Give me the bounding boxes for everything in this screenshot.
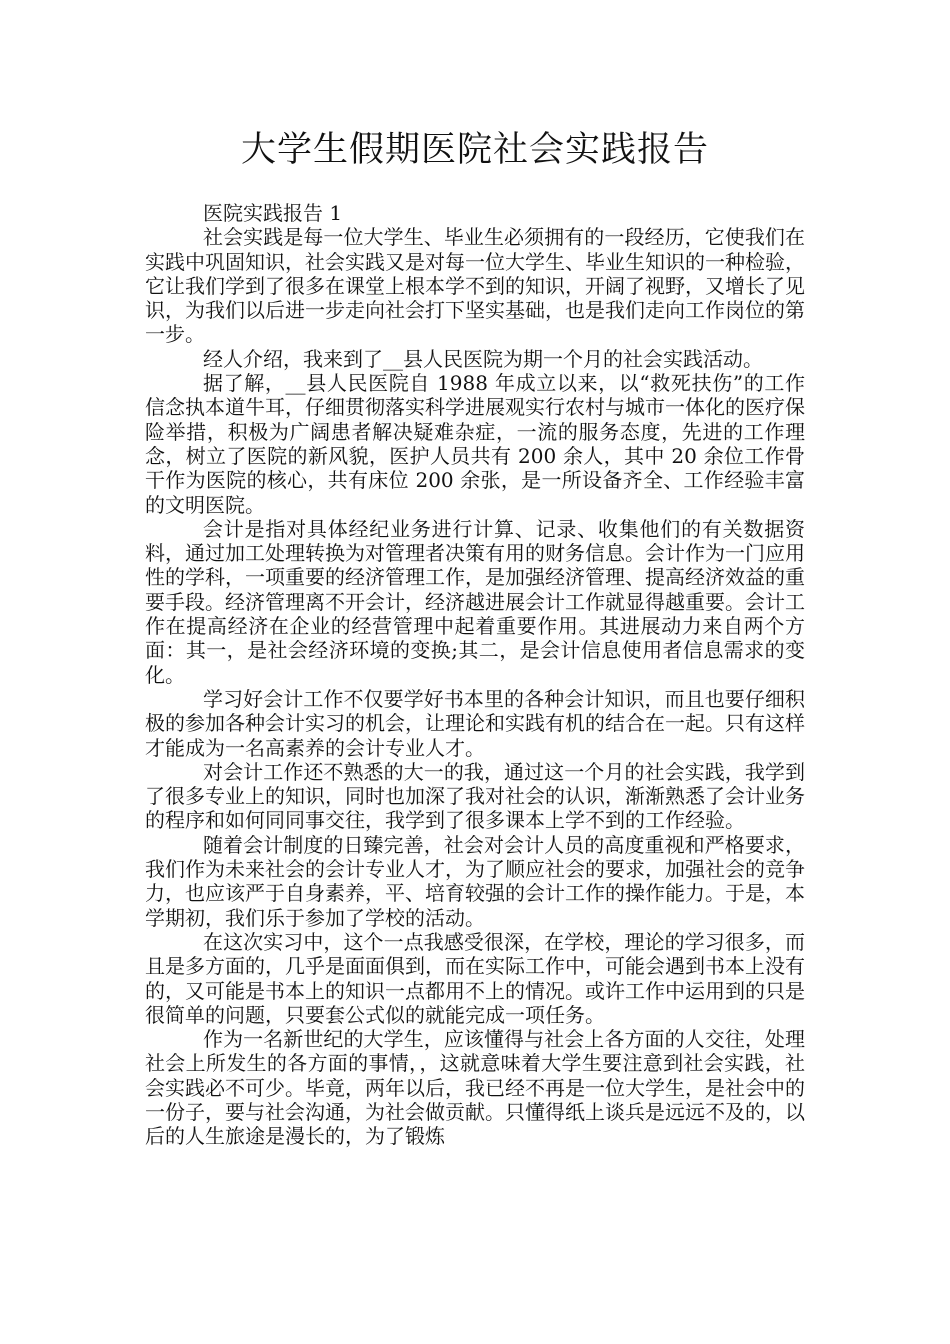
paragraph: 在这次实习中，这个一点我感受很深，在学校，理论的学习很多，而且是多方面的，几乎是面面俱到，而在实际工作中，可能会遇到书本上没有的，又可能是书本上的知识一点都用不上的情况。或许工作中运用到的只是很简单的问题，只要套公式似的就能完成一项任务。 [145, 929, 805, 1027]
section-heading: 医院实践报告 1 [203, 201, 343, 225]
paragraph: 作为一名新世纪的大学生，应该懂得与社会上各方面的人交往，处理社会上所发生的各方面的事情，，这就意味着大学生要注意到社会实践，社会实践必不可少。毕竟，两年以后，我已经不再是一位大学生，是社会中的一份子，要与社会沟通，为社会做贡献。只懂得纸上谈兵是远远不及的，以后的人生旅途是漫长的，为了锻炼 [145, 1027, 805, 1149]
paragraph: 学习好会计工作不仅要学好书本里的各种会计知识，而且也要仔细积极的参加各种会计实习的机会，让理论和实践有机的结合在一起。只有这样才能成为一名高素养的会计专业人才。 [145, 686, 805, 760]
paragraph: 对会计工作还不熟悉的大一的我，通过这一个月的社会实践，我学到了很多专业上的知识，同时也加深了我对社会的认识，渐渐熟悉了会计业务的程序和如何同同事交往，我学到了很多课本上学不到的工作经验。 [145, 759, 805, 833]
paragraph: 社会实践是每一位大学生、毕业生必须拥有的一段经历，它使我们在实践中巩固知识，社会实践又是对每一位大学生、毕业生知识的一种检验，它让我们学到了很多在课堂上根本学不到的知识，开阔了视野，又增长了见识，为我们以后进一步走向社会打下坚实基础，也是我们走向工作岗位的第一步。 [145, 225, 805, 347]
paragraph: 会计是指对具体经纪业务进行计算、记录、收集他们的有关数据资料，通过加工处理转换为对管理者决策有用的财务信息。会计作为一门应用性的学科，一项重要的经济管理工作，是加强经济管理、提高经济效益的重要手段。经济管理离不开会计，经济越进展会计工作就显得越重要。会计工作在提高经济在企业的经营管理中起着重要作用。其进展动力来自两个方面：其一，是社会经济环境的变换;其二，是会计信息使用者信息需求的变化。 [145, 516, 805, 687]
document-title: 大学生假期医院社会实践报告 [240, 130, 709, 170]
paragraph: 随着会计制度的日臻完善，社会对会计人员的高度重视和严格要求，我们作为未来社会的会计专业人才，为了顺应社会的要求，加强社会的竞争力，也应该严于自身素养，平、培育较强的会计工作的操作能力。于是，本学期初，我们乐于参加了学校的活动。 [145, 832, 805, 930]
document-body [145, 201, 805, 1149]
paragraph: 据了解，__县人民医院自 1988 年成立以来，以“救死扶伤”的工作信念执本道牛耳，仔细贯彻落实科学进展观实行农村与城市一体化的医疗保险举措，积极为广阔患者解决疑难杂症，一流的服务态度，先进的工作理念，树立了医院的新风貌，医护人员共有 200 余人，其中 20 余位工作骨干作为医院的核心，共有床位 200 余张，是一所设备齐全、工作经验丰富的文明医院。 [145, 371, 805, 517]
paragraph: 经人介绍，我来到了__县人民医院为期一个月的社会实践活动。 [203, 346, 763, 371]
